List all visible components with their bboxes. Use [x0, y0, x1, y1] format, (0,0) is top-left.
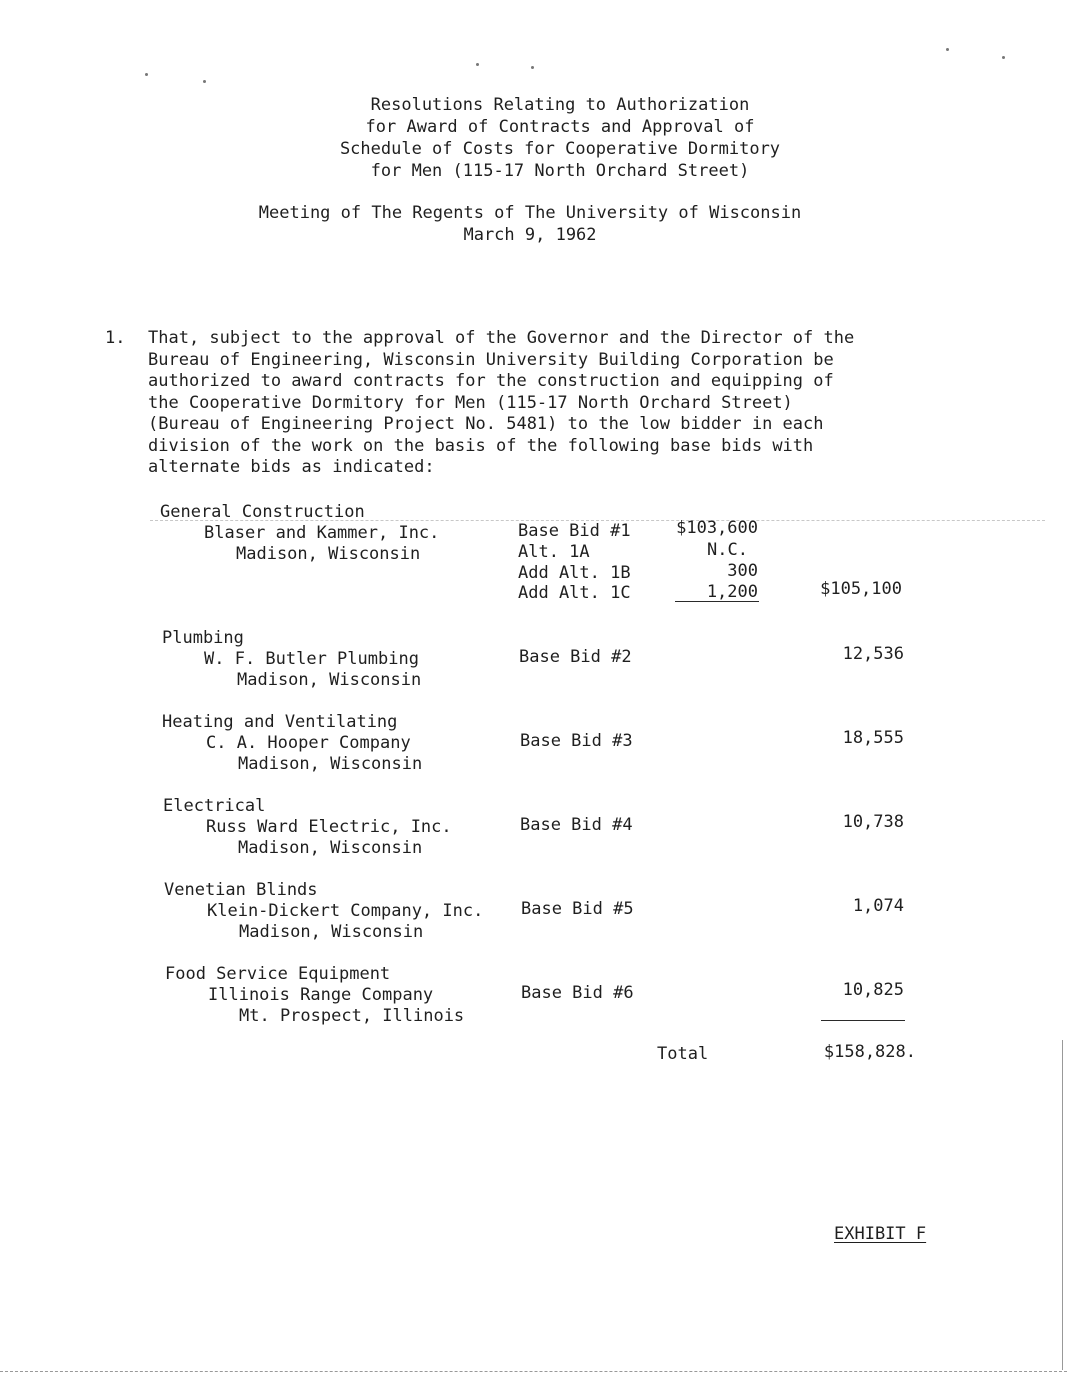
bid-label: Base Bid #4 [520, 815, 633, 835]
bid-label: Base Bid #5 [521, 899, 634, 919]
resolution-line: division of the work on the basis of the following base bids with [148, 435, 814, 456]
bid-label: Base Bid #1 [518, 521, 631, 541]
bid-amount: 300 [727, 561, 758, 581]
scan-bottom-edge [0, 1371, 1067, 1372]
contractor-location: Madison, Wisconsin [238, 754, 423, 774]
contractor-name: Illinois Range Company [208, 985, 434, 1005]
scan-edge [1062, 1040, 1063, 1370]
bid-label: Add Alt. 1B [518, 563, 631, 583]
division-total: 18,555 [842, 728, 904, 748]
resolution-line: alternate bids as indicated: [148, 457, 435, 477]
title-line: for Award of Contracts and Approval of [365, 117, 755, 137]
division-name: Electrical [163, 796, 266, 816]
resolution-line: Bureau of Engineering, Wisconsin University Building Corporation be [148, 349, 834, 370]
contractor-location: Madison, Wisconsin [237, 670, 422, 690]
bid-label: Alt. 1A [518, 542, 590, 562]
contractor-name: C. A. Hooper Company [206, 733, 411, 753]
resolution-number: 1. [105, 328, 126, 348]
division-name: Heating and Ventilating [162, 712, 398, 732]
contractor-name: Russ Ward Electric, Inc. [206, 817, 452, 837]
grand-total-label: Total [657, 1044, 709, 1064]
exhibit-label: EXHIBIT F [834, 1224, 927, 1244]
contractor-name: Blaser and Kammer, Inc. [204, 523, 440, 543]
division-name: Food Service Equipment [165, 964, 391, 984]
division-name: General Construction [160, 502, 365, 522]
meeting-line: Meeting of The Regents of The University of Wisconsin [258, 203, 802, 223]
grand-total-amount: $158,828. [823, 1042, 916, 1062]
bid-label: Add Alt. 1C [518, 583, 631, 603]
bid-label: Base Bid #3 [520, 731, 633, 751]
division-total: 1,074 [852, 896, 904, 916]
division-total: 10,738 [842, 812, 904, 832]
resolution-line: the Cooperative Dormitory for Men (115-17 North Orchard Street) [148, 392, 793, 413]
title-line: Resolutions Relating to Authorization [370, 95, 750, 115]
title-line: Schedule of Costs for Cooperative Dormitory [339, 139, 781, 159]
bid-label: Base Bid #2 [519, 647, 632, 667]
resolution-line: authorized to award contracts for the construction and equipping of [148, 371, 834, 391]
contractor-name: Klein-Dickert Company, Inc. [207, 901, 484, 921]
contractor-location: Madison, Wisconsin [239, 922, 424, 942]
division-name: Plumbing [162, 628, 244, 648]
contractor-location: Madison, Wisconsin [236, 544, 421, 564]
total-rule [821, 1020, 905, 1021]
bid-label: Base Bid #6 [521, 983, 634, 1003]
division-total: 12,536 [842, 644, 904, 664]
contractor-name: W. F. Butler Plumbing [204, 649, 419, 669]
contractor-location: Mt. Prospect, Illinois [239, 1006, 465, 1026]
division-total: 10,825 [842, 980, 904, 1000]
division-total: $105,100 [820, 579, 902, 599]
bid-amount: $103,600 [676, 518, 758, 538]
division-name: Venetian Blinds [164, 880, 318, 900]
resolution-line: (Bureau of Engineering Project No. 5481) to the low bidder in each [148, 414, 824, 434]
resolution-line: That, subject to the approval of the Governor and the Director of the [148, 328, 855, 348]
subtotal-rule [675, 601, 759, 602]
bid-amount: N.C. [707, 540, 748, 560]
title-line: for Men (115-17 North Orchard Street) [370, 161, 750, 181]
bid-amount: 1,200 [706, 582, 758, 602]
meeting-date: March 9, 1962 [463, 225, 597, 245]
contractor-location: Madison, Wisconsin [238, 838, 423, 858]
